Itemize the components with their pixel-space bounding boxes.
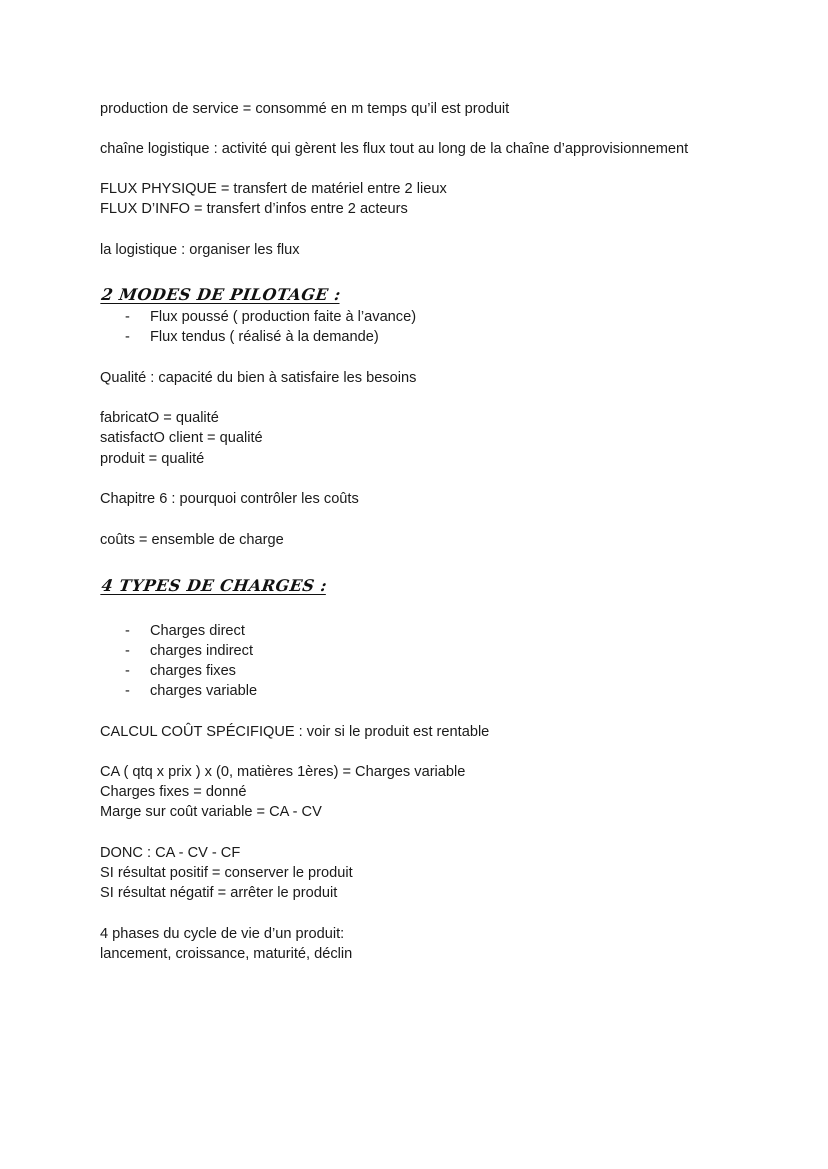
- text-line-charges-fixes: Charges fixes = donné: [100, 784, 247, 800]
- text-line-resultat-positif: SI résultat positif = conserver le produit: [100, 865, 353, 881]
- text-line-phases: 4 phases du cycle de vie d’un produit:: [100, 926, 345, 942]
- bullet-dash: -: [125, 623, 130, 639]
- text-line-phases-list: lancement, croissance, maturité, déclin: [100, 946, 353, 962]
- bullet-dash: -: [125, 663, 130, 679]
- list-item-text: Flux tendus ( réalisé à la demande): [150, 329, 379, 345]
- text-line-produit: produit = qualité: [100, 451, 205, 467]
- text-line-fabrication: fabricatO = qualité: [100, 410, 219, 426]
- list-item-text: charges variable: [150, 683, 258, 699]
- list-item-text: charges fixes: [150, 663, 236, 679]
- text-line-ca: CA ( qtq x prix ) x (0, matières 1ères) = Charges variable: [100, 764, 466, 780]
- heading-types-charges: 4 TYPES DE CHARGES :: [100, 576, 329, 595]
- text-line-production-service: production de service = consommé en m temps qu’il est produit: [100, 101, 510, 117]
- bullet-dash: -: [125, 309, 130, 325]
- text-line-flux-physique: FLUX PHYSIQUE = transfert de matériel entre 2 lieux: [100, 181, 447, 197]
- bullet-dash: -: [125, 643, 130, 659]
- text-line-donc: DONC : CA - CV - CF: [100, 845, 241, 861]
- text-line-qualite: Qualité : capacité du bien à satisfaire les besoins: [100, 370, 417, 386]
- list-item-text: charges indirect: [150, 643, 254, 659]
- text-line-couts: coûts = ensemble de charge: [100, 532, 284, 548]
- text-line-satisfaction: satisfactO client = qualité: [100, 430, 263, 446]
- text-line-resultat-negatif: SI résultat négatif = arrêter le produit: [100, 885, 338, 901]
- list-item-text: Flux poussé ( production faite à l’avance): [150, 309, 417, 325]
- text-line-flux-info: FLUX D’INFO = transfert d’infos entre 2 acteurs: [100, 201, 408, 217]
- text-line-logistique: la logistique : organiser les flux: [100, 242, 300, 258]
- bullet-dash: -: [125, 683, 130, 699]
- text-line-calcul-cout: CALCUL COÛT SPÉCIFIQUE : voir si le produit est rentable: [100, 724, 490, 740]
- list-item-text: Charges direct: [150, 623, 245, 639]
- text-line-marge: Marge sur coût variable = CA - CV: [100, 804, 322, 820]
- text-line-chapitre: Chapitre 6 : pourquoi contrôler les coûts: [100, 491, 359, 507]
- heading-modes-pilotage: 2 MODES DE PILOTAGE :: [100, 285, 343, 304]
- text-line-chaine-logistique: chaîne logistique : activité qui gèrent les flux tout au long de la chaîne d’approvisionnement: [100, 141, 689, 157]
- bullet-dash: -: [125, 329, 130, 345]
